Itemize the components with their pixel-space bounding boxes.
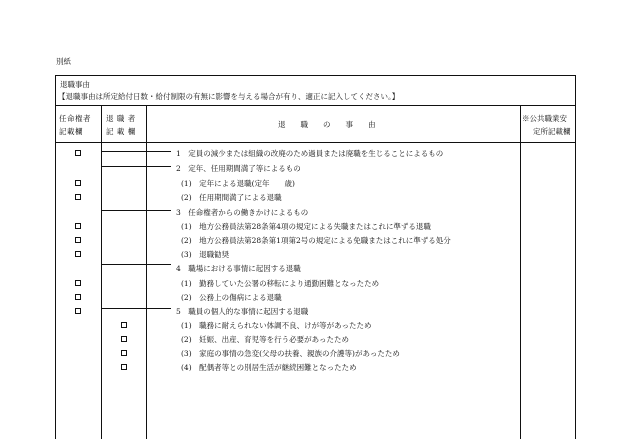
frame-right-line <box>575 75 576 439</box>
section-title: 退職事由 <box>60 80 90 89</box>
header-office-line1: ※公共職業安 <box>522 114 567 123</box>
header-reason: 退 職 の 事 由 <box>278 120 376 129</box>
col1-divider <box>101 105 102 439</box>
appointer-checkbox[interactable] <box>75 223 81 229</box>
header-bottom-line <box>55 142 576 143</box>
reason-text: (4) 配偶者等との別居生活が継続困難となったため <box>181 363 357 372</box>
frame-top-line <box>55 75 575 76</box>
reason-text: (1) 職務に耐えられない体調不良、けが等があったため <box>181 321 372 330</box>
reason-text: 5 職員の個人的な事情に起因する退職 <box>176 307 309 316</box>
appointer-checkbox[interactable] <box>75 150 81 156</box>
appointer-checkbox[interactable] <box>75 194 81 200</box>
appointer-checkbox[interactable] <box>75 180 81 186</box>
reason-text: 3 任命権者からの働きかけによるもの <box>176 208 309 217</box>
reason-text: (2) 任用期間満了による退職 <box>181 193 282 202</box>
frame-left-line <box>55 75 56 439</box>
group-line-5 <box>101 308 171 309</box>
reason-text: (1) 定年による退職(定年 歳) <box>181 179 295 188</box>
reason-text: (3) 退職勧奨 <box>181 250 230 259</box>
appointer-checkbox[interactable] <box>75 308 81 314</box>
header-appointer-line1: 任命権者 <box>59 114 91 123</box>
reason-text: 1 定員の減少または組織の改廃のため過員または廃職を生じることによるもの <box>176 149 444 158</box>
instruction-note: 【退職事由は所定給付日数・給付制限の有無に影響を与える場合が有り、適正に記入してください。】 <box>58 92 400 101</box>
reason-text: (3) 家庭の事情の急変(父母の扶養、親族の介護等)があったため <box>181 349 400 358</box>
retiree-checkbox[interactable] <box>121 350 127 356</box>
appointer-checkbox[interactable] <box>75 237 81 243</box>
reason-text: 2 定年、任用期間満了等によるもの <box>176 164 301 173</box>
reason-text: (1) 地方公務員法第28条第4項の規定による失職またはこれに準ずる退職 <box>181 222 431 231</box>
group-line-4 <box>101 264 171 265</box>
retiree-checkbox[interactable] <box>121 364 127 370</box>
page-label: 別紙 <box>56 57 71 66</box>
appointer-checkbox[interactable] <box>75 294 81 300</box>
reason-text: (1) 勤務していた公署の移転により通勤困難となったため <box>181 279 380 288</box>
reason-text: (2) 地方公務員法第28条第1項第2号の規定による免職またはこれに準ずる処分 <box>181 236 451 245</box>
retiree-checkbox[interactable] <box>121 322 127 328</box>
reason-text: (2) 公務上の傷病による退職 <box>181 293 282 302</box>
header-retiree-line1: 退 職 者 <box>106 114 136 123</box>
appointer-checkbox[interactable] <box>75 280 81 286</box>
header-top-line <box>55 105 576 106</box>
group-line-3 <box>101 210 171 211</box>
reason-text: 4 職場における事情に起因する退職 <box>176 264 301 273</box>
col3-divider <box>520 105 521 439</box>
group-line-2 <box>101 166 171 167</box>
group-line-1 <box>101 151 171 152</box>
reason-text: (2) 妊娠、出産、育児等を行う必要があったため <box>181 335 350 344</box>
appointer-checkbox[interactable] <box>75 251 81 257</box>
retiree-checkbox[interactable] <box>121 336 127 342</box>
header-retiree-line2: 記 載 欄 <box>106 127 136 136</box>
col2-divider <box>146 105 147 439</box>
header-office-line2: 定所記載欄 <box>533 127 571 136</box>
header-appointer-line2: 記載欄 <box>59 127 83 136</box>
